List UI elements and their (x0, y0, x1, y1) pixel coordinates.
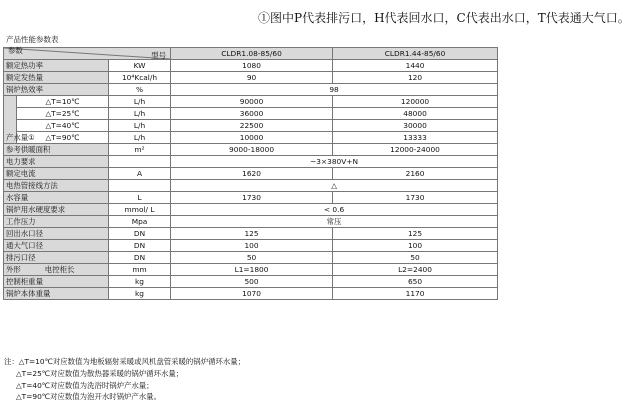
note-line: △T=25℃对应数值为散热器采暖的锅炉循环水量； (16, 368, 184, 378)
table-row (4, 276, 498, 288)
unit-cell: 10⁴Kcal/h (109, 72, 171, 84)
row-label-cell: 排污口径 (4, 252, 109, 264)
table-row (4, 132, 498, 144)
value-cell-2: 100 (333, 240, 498, 252)
unit-cell (109, 180, 171, 192)
value-merged-cell: 98 (171, 84, 498, 96)
row-label-secondary: 电控柜长 (44, 265, 75, 274)
unit-cell: A (109, 168, 171, 180)
row-label-cell: 控制柜重量 (4, 276, 109, 288)
value-cell-2: 120000 (333, 96, 498, 108)
value-cell-1: 1070 (171, 288, 333, 300)
header-row (4, 48, 498, 60)
group-label-wrap (4, 96, 35, 144)
sub-label-cell: △T=90℃ (17, 132, 109, 144)
value-cell-1: 90 (171, 72, 333, 84)
value-cell-1: 90000 (171, 96, 333, 108)
value-cell-2: 125 (333, 228, 498, 240)
value-cell-2: 2160 (333, 168, 498, 180)
row-label-cell: 参考供暖面积 (4, 144, 109, 156)
group-label: 产水量① (6, 133, 35, 142)
unit-cell (109, 156, 171, 168)
value-cell-1: 500 (171, 276, 333, 288)
unit-cell: mm (109, 264, 171, 276)
row-label-cell: 锅炉本体重量 (4, 288, 109, 300)
row-label-cell: 电热管接线方法 (4, 180, 109, 192)
row-label-cell: 锅炉热效率 (4, 84, 109, 96)
header-diagonal (4, 48, 170, 59)
table-row (4, 168, 498, 180)
row-label-cell: 通大气口径 (4, 240, 109, 252)
table-row (4, 228, 498, 240)
table-row (4, 180, 498, 192)
value-cell-2: 50 (333, 252, 498, 264)
row-label-cell: 电力要求 (4, 156, 109, 168)
top-note: ①图中P代表排污口，H代表回水口，C代表出水口，T代表通大气口。 (258, 11, 630, 25)
value-cell-1: 22500 (171, 120, 333, 132)
sub-label-cell: △T=10℃ (17, 96, 109, 108)
value-cell-1: 10000 (171, 132, 333, 144)
value-cell-2: 12000-24000 (333, 144, 498, 156)
table-caption: 产品性能参数表 (6, 35, 59, 44)
value-cell-2: 650 (333, 276, 498, 288)
value-cell-1: 50 (171, 252, 333, 264)
unit-cell: L/h (109, 108, 171, 120)
value-cell-1: 1620 (171, 168, 333, 180)
value-cell-1: 125 (171, 228, 333, 240)
value-cell-2: 48000 (333, 108, 498, 120)
param-label: 参数 (8, 46, 23, 55)
table-row (4, 204, 498, 216)
table-row (4, 288, 498, 300)
header-corner-cell (4, 48, 171, 60)
value-cell-2: 1170 (333, 288, 498, 300)
unit-cell: DN (109, 252, 171, 264)
table-body (4, 60, 498, 300)
spec-table (3, 47, 498, 300)
unit-cell: L/h (109, 120, 171, 132)
note-line: △T=90℃对应数值为泡开水时锅炉产水量。 (16, 392, 161, 402)
sub-label-cell: △T=25℃ (17, 108, 109, 120)
value-merged-cell: 常压 (171, 216, 498, 228)
value-cell-2: 120 (333, 72, 498, 84)
table-row (4, 192, 498, 204)
row-label-cell (4, 264, 109, 276)
value-cell-1: 100 (171, 240, 333, 252)
table-row (4, 108, 498, 120)
row-label-cell: 水容量 (4, 192, 109, 204)
sub-label-cell: △T=40℃ (17, 120, 109, 132)
row-label-cell: 额定电流 (4, 168, 109, 180)
note-line: 注：△T=10℃对应数值为地板辐射采暖或风机盘管采暖的锅炉循环水量； (4, 357, 246, 366)
value-cell-2: 13333 (333, 132, 498, 144)
table-row (4, 252, 498, 264)
row-label: 外形 (6, 265, 21, 274)
table-row (4, 60, 498, 72)
row-label-cell: 锅炉用水硬度要求 (4, 204, 109, 216)
value-cell-2: 30000 (333, 120, 498, 132)
row-label-cell: 额定发热量 (4, 72, 109, 84)
unit-cell: L/h (109, 96, 171, 108)
unit-cell: DN (109, 228, 171, 240)
value-merged-cell: △ (171, 180, 498, 192)
table-row (4, 156, 498, 168)
table-row (4, 84, 498, 96)
unit-cell: kg (109, 288, 171, 300)
value-cell-1: L1=1800 (171, 264, 333, 276)
model-label: 型号 (151, 51, 167, 60)
table-row (4, 144, 498, 156)
row-label-cell: 额定热功率 (4, 60, 109, 72)
table-row (4, 264, 498, 276)
unit-cell: KW (109, 60, 171, 72)
table-row (4, 72, 498, 84)
unit-cell: m² (109, 144, 171, 156)
unit-cell: L/h (109, 132, 171, 144)
unit-cell: mmol/ L (109, 204, 171, 216)
table-row (4, 96, 498, 108)
model-header-2: CLDR1.44-85/60 (333, 48, 498, 60)
model-header-1: CLDR1.08-85/60 (171, 48, 333, 60)
value-cell-1: 9000-18000 (171, 144, 333, 156)
value-cell-1: 36000 (171, 108, 333, 120)
table-row (4, 120, 498, 132)
value-merged-cell: < 0.6 (171, 204, 498, 216)
unit-cell: DN (109, 240, 171, 252)
value-merged-cell: ~3×380V+N (171, 156, 498, 168)
row-label-cell: 工作压力 (4, 216, 109, 228)
value-cell-2: 1440 (333, 60, 498, 72)
value-cell-2: 1730 (333, 192, 498, 204)
unit-cell: % (109, 84, 171, 96)
row-label-cell: 回出水口径 (4, 228, 109, 240)
unit-cell: kg (109, 276, 171, 288)
value-cell-2: L2=2400 (333, 264, 498, 276)
notes (4, 356, 245, 403)
value-cell-1: 1730 (171, 192, 333, 204)
unit-cell: Mpa (109, 216, 171, 228)
unit-cell: L (109, 192, 171, 204)
value-cell-1: 1080 (171, 60, 333, 72)
table-row (4, 240, 498, 252)
table-row (4, 216, 498, 228)
note-line: △T=40℃对应数值为洗浴时锅炉产水量； (16, 380, 154, 390)
